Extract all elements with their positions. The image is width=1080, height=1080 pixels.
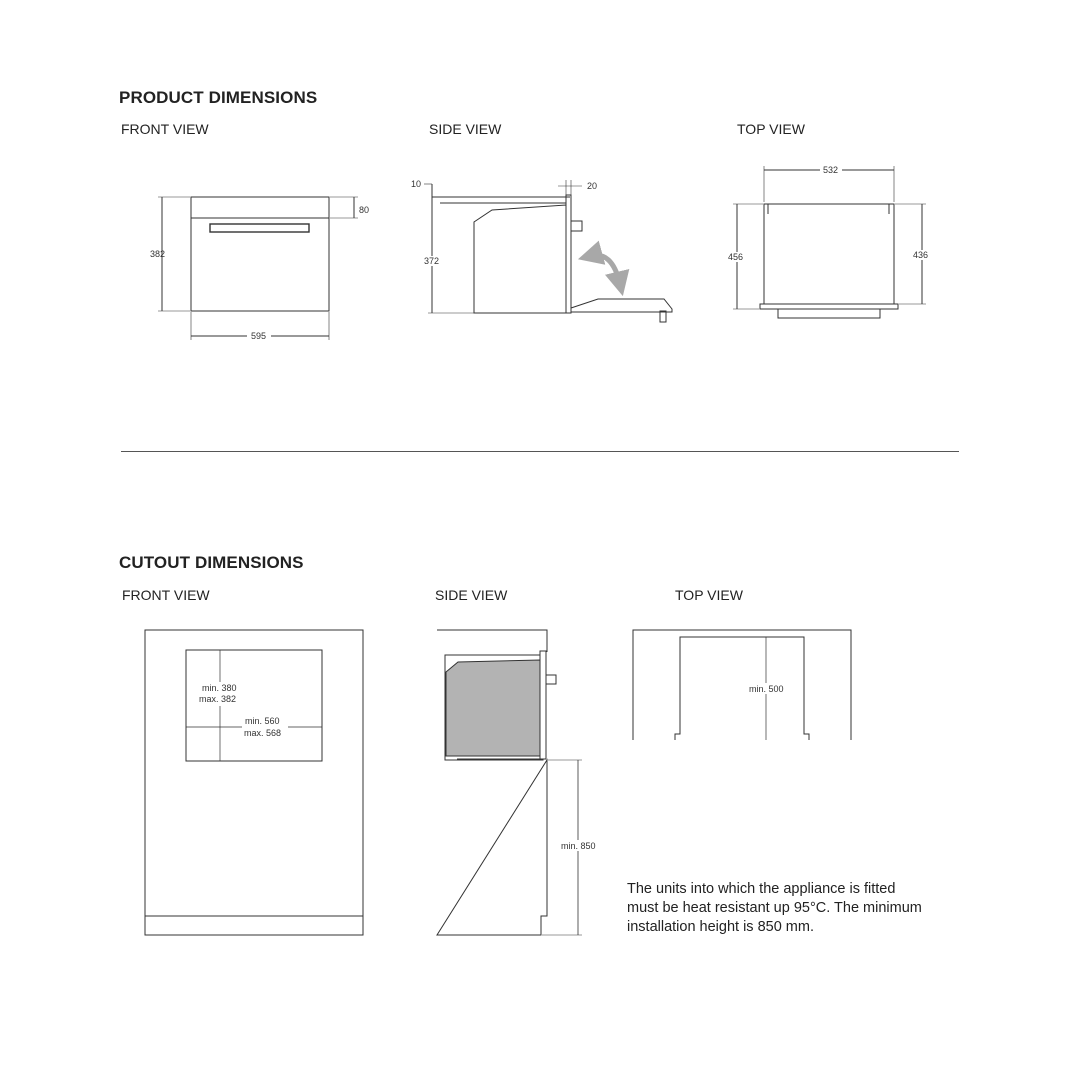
installation-note-line: installation height is 850 mm. [627,919,814,935]
top-depth-left-dim-label: 456 [728,252,744,262]
installed-oven-handle [546,675,556,684]
front-width-dim-label: 595 [251,331,267,341]
cutout-side-view-label: SIDE VIEW [435,587,508,603]
open-door-outline [571,299,672,312]
cabinet-top-outline [633,630,851,740]
side-top-gap-dim-label: 10 [411,179,422,189]
cutout-top-view-drawing [633,630,851,740]
installed-oven-door [540,651,546,759]
side-handle-dim-label: 20 [587,181,598,191]
oven-side-body [474,205,566,313]
top-width-dim-label: 532 [823,165,839,175]
product-top-view-drawing [733,166,929,318]
cabinet-front-outline [145,630,363,935]
cutout-height-min-label: min. 380 [202,683,237,693]
cutout-top-view-label: TOP VIEW [675,587,743,603]
cutout-top-recess [675,637,809,740]
cutout-side-view-drawing [437,630,582,935]
oven-front-outline [191,197,329,311]
installation-note-line: The units into which the appliance is fitted [627,881,896,897]
product-front-view-label: FRONT VIEW [121,121,209,137]
cutout-dimensions-heading: CUTOUT DIMENSIONS [119,553,304,572]
install-height-dim-label: min. 850 [561,841,596,851]
product-front-view-drawing [158,197,358,340]
oven-door-side [566,195,571,313]
door-handle-side [571,221,582,231]
open-door-handle [660,311,666,322]
top-depth-right-dim-label: 436 [913,250,929,260]
front-height-dim-label: 382 [150,249,166,259]
product-side-view-drawing [424,180,672,322]
cutout-width-max-label: max. 568 [244,728,282,738]
oven-top-outline [764,204,894,304]
product-side-view-label: SIDE VIEW [429,121,502,137]
product-dimensions-heading: PRODUCT DIMENSIONS [119,88,318,107]
installation-note [627,880,957,937]
cutout-height-max-label: max. 382 [199,694,237,704]
cutout-width-min-label: min. 560 [245,716,280,726]
door-swing-arrow [590,255,620,284]
cutout-front-view-drawing [145,630,363,935]
side-height-dim-label: 372 [424,256,440,266]
cutout-depth-dim-label: min. 500 [749,684,784,694]
installation-note-line: must be heat resistant up 95°C. The minimum [627,900,922,916]
product-top-view-label: TOP VIEW [737,121,805,137]
cutout-front-view-label: FRONT VIEW [122,587,210,603]
top-door-handle [778,309,880,318]
oven-door-handle [210,224,309,232]
top-front-panel [760,304,898,309]
installed-oven-body [446,660,540,756]
front-panel-dim-label: 80 [359,205,370,215]
